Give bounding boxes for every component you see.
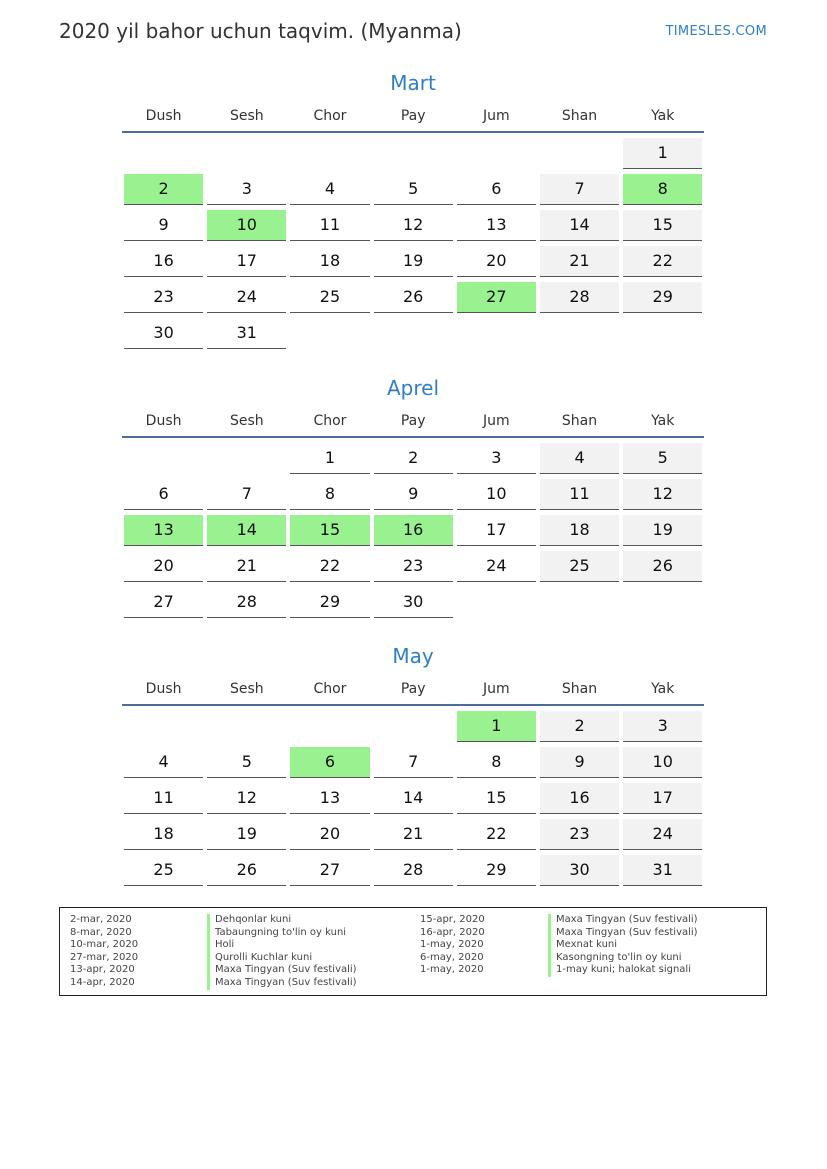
day-cell: 25	[540, 551, 619, 582]
day-cell: 7	[540, 174, 619, 205]
day-cell: 29	[457, 855, 536, 886]
legend-date: 15-apr, 2020	[420, 914, 485, 925]
day-cell: 15	[457, 783, 536, 814]
day-cell: 10	[623, 747, 702, 778]
weekday-label: Pay	[400, 108, 426, 124]
day-cell: 21	[374, 819, 453, 850]
day-cell: 15	[623, 210, 702, 241]
weekday-label: Pay	[400, 681, 426, 697]
legend-dates-left	[70, 914, 138, 990]
month-march	[122, 68, 704, 354]
legend-holiday-name: Maxa Tingyan (Suv festivali)	[548, 927, 698, 940]
day-cell: 24	[457, 551, 536, 582]
day-cell: 14	[540, 210, 619, 241]
day-cell: 30	[540, 855, 619, 886]
day-cell: 4	[124, 747, 203, 778]
day-cell: 5	[374, 174, 453, 205]
day-cell: 14	[374, 783, 453, 814]
legend-dates-right	[420, 914, 485, 977]
day-cell: 22	[290, 551, 369, 582]
day-cell: 11	[540, 479, 619, 510]
day-cell: 3	[457, 443, 536, 474]
day-cell: 18	[540, 515, 619, 546]
day-cell: 3	[623, 711, 702, 742]
day-cell: 11	[124, 783, 203, 814]
day-cell: 2	[374, 443, 453, 474]
day-cell: 8	[457, 747, 536, 778]
day-cell: 13	[290, 783, 369, 814]
weekday-header	[122, 102, 704, 130]
day-cell: 20	[457, 246, 536, 277]
legend-date: 13-apr, 2020	[70, 964, 135, 976]
empty-cell	[207, 138, 286, 168]
legend-holiday-name: Mexnat kuni	[548, 939, 698, 952]
day-cell: 22	[623, 246, 702, 277]
day-cell: 28	[540, 282, 619, 313]
month-divider	[122, 704, 704, 706]
weekday-label: Jum	[483, 681, 510, 697]
day-cell: 26	[207, 855, 286, 886]
empty-cell	[540, 138, 619, 168]
holiday-day-cell: 15	[290, 515, 369, 546]
day-cell: 27	[290, 855, 369, 886]
weekday-label: Jum	[483, 413, 510, 429]
day-cell: 29	[623, 282, 702, 313]
legend-holiday-name: 1-may kuni; halokat signali	[548, 964, 698, 977]
day-cell: 6	[124, 479, 203, 510]
day-cell: 19	[623, 515, 702, 546]
month-april	[122, 373, 704, 623]
day-cell: 4	[290, 174, 369, 205]
day-cell: 30	[124, 318, 203, 349]
day-cell: 19	[374, 246, 453, 277]
day-cell: 26	[374, 282, 453, 313]
empty-cell	[374, 711, 453, 741]
day-cell: 23	[124, 282, 203, 313]
day-cell: 5	[207, 747, 286, 778]
day-cell: 29	[290, 587, 369, 618]
day-cell: 27	[124, 587, 203, 618]
weekday-label: Shan	[561, 108, 598, 124]
day-cell: 13	[457, 210, 536, 241]
empty-cell	[374, 138, 453, 168]
legend-names-right	[548, 914, 698, 977]
weekday-label: Chor	[313, 108, 347, 124]
legend-date: 14-apr, 2020	[70, 976, 135, 988]
day-cell: 4	[540, 443, 619, 474]
day-cell: 9	[374, 479, 453, 510]
day-cell: 7	[374, 747, 453, 778]
day-cell: 22	[457, 819, 536, 850]
day-cell: 18	[290, 246, 369, 277]
brand-link[interactable]: TIMESLES.COM	[665, 24, 767, 39]
day-cell: 9	[124, 210, 203, 241]
day-cell: 20	[124, 551, 203, 582]
holiday-day-cell: 1	[457, 711, 536, 742]
day-cell: 21	[540, 246, 619, 277]
day-cell: 24	[623, 819, 702, 850]
weekday-label: Dush	[145, 681, 182, 697]
day-cell: 17	[623, 783, 702, 814]
day-cell: 17	[457, 515, 536, 546]
legend-date: 10-mar, 2020	[70, 939, 139, 951]
legend-holiday-name: Maxa Tingyan (Suv festivali)	[207, 977, 357, 990]
day-cell: 7	[207, 479, 286, 510]
day-cell: 12	[207, 783, 286, 814]
day-cell: 26	[623, 551, 702, 582]
day-cell: 30	[374, 587, 453, 618]
holiday-day-cell: 13	[124, 515, 203, 546]
legend-holiday-name: Maxa Tingyan (Suv festivali)	[207, 964, 357, 977]
day-cell: 21	[207, 551, 286, 582]
weekday-header	[122, 407, 704, 435]
holiday-day-cell: 27	[457, 282, 536, 313]
weekday-label: Pay	[400, 413, 426, 429]
weekday-label: Chor	[313, 681, 347, 697]
weekday-label: Chor	[313, 413, 347, 429]
weekday-header	[122, 675, 704, 703]
day-grid	[122, 138, 704, 354]
weekday-label: Yak	[651, 681, 675, 697]
month-title: Aprel	[386, 376, 440, 400]
empty-cell	[457, 138, 536, 168]
month-title: May	[392, 644, 434, 668]
weekday-label: Jum	[483, 108, 510, 124]
legend-holiday-name: Holi	[207, 939, 357, 952]
day-cell: 25	[124, 855, 203, 886]
day-cell: 18	[124, 819, 203, 850]
day-cell: 23	[374, 551, 453, 582]
weekday-label: Yak	[651, 413, 675, 429]
legend-holiday-name: Dehqonlar kuni	[207, 914, 357, 927]
day-cell: 10	[457, 479, 536, 510]
legend-date: 16-apr, 2020	[420, 926, 485, 938]
weekday-label: Sesh	[229, 108, 264, 124]
day-grid	[122, 711, 704, 891]
day-cell: 28	[207, 587, 286, 618]
holiday-day-cell: 8	[623, 174, 702, 205]
empty-cell	[124, 711, 203, 741]
page-title: 2020 yil bahor uchun taqvim. (Myanma)	[59, 19, 462, 43]
day-cell: 23	[540, 819, 619, 850]
legend-date: 1-may, 2020	[420, 964, 484, 976]
weekday-label: Sesh	[229, 681, 264, 697]
holiday-day-cell: 6	[290, 747, 369, 778]
day-cell: 16	[124, 246, 203, 277]
weekday-label: Shan	[561, 681, 598, 697]
day-cell: 20	[290, 819, 369, 850]
holiday-day-cell: 16	[374, 515, 453, 546]
holiday-day-cell: 2	[124, 174, 203, 205]
day-cell: 6	[457, 174, 536, 205]
legend-holiday-name: Qurolli Kuchlar kuni	[207, 952, 357, 965]
day-cell: 8	[290, 479, 369, 510]
legend-date: 8-mar, 2020	[70, 926, 132, 938]
day-grid	[122, 443, 704, 623]
day-cell: 3	[207, 174, 286, 205]
day-cell: 12	[374, 210, 453, 241]
weekday-label: Shan	[561, 413, 598, 429]
weekday-label: Dush	[145, 413, 182, 429]
month-title: Mart	[390, 71, 436, 95]
empty-cell	[124, 443, 203, 473]
legend-date: 2-mar, 2020	[70, 914, 132, 925]
legend-holiday-name: Kasongning to'lin oy kuni	[548, 952, 698, 965]
weekday-label: Dush	[145, 108, 182, 124]
day-cell: 19	[207, 819, 286, 850]
day-cell: 11	[290, 210, 369, 241]
month-divider	[122, 131, 704, 133]
legend-holiday-name: Tabaungning to'lin oy kuni	[207, 927, 357, 940]
day-cell: 24	[207, 282, 286, 313]
holiday-day-cell: 14	[207, 515, 286, 546]
empty-cell	[290, 138, 369, 168]
day-cell: 31	[623, 855, 702, 886]
weekday-label: Yak	[651, 108, 675, 124]
legend-names-left	[207, 914, 357, 990]
month-divider	[122, 436, 704, 438]
day-cell: 2	[540, 711, 619, 742]
day-cell: 12	[623, 479, 702, 510]
day-cell: 17	[207, 246, 286, 277]
day-cell: 9	[540, 747, 619, 778]
day-cell: 25	[290, 282, 369, 313]
legend-date: 27-mar, 2020	[70, 951, 139, 963]
empty-cell	[207, 443, 286, 473]
empty-cell	[124, 138, 203, 168]
day-cell: 1	[623, 138, 702, 169]
day-cell: 16	[540, 783, 619, 814]
holiday-legend	[59, 907, 767, 996]
empty-cell	[207, 711, 286, 741]
day-cell: 1	[290, 443, 369, 474]
legend-holiday-name: Maxa Tingyan (Suv festivali)	[548, 914, 698, 927]
day-cell: 5	[623, 443, 702, 474]
weekday-label: Sesh	[229, 413, 264, 429]
legend-date: 1-may, 2020	[420, 939, 484, 951]
month-may	[122, 641, 704, 891]
holiday-day-cell: 10	[207, 210, 286, 241]
day-cell: 28	[374, 855, 453, 886]
empty-cell	[290, 711, 369, 741]
day-cell: 31	[207, 318, 286, 349]
legend-date: 6-may, 2020	[420, 951, 484, 963]
